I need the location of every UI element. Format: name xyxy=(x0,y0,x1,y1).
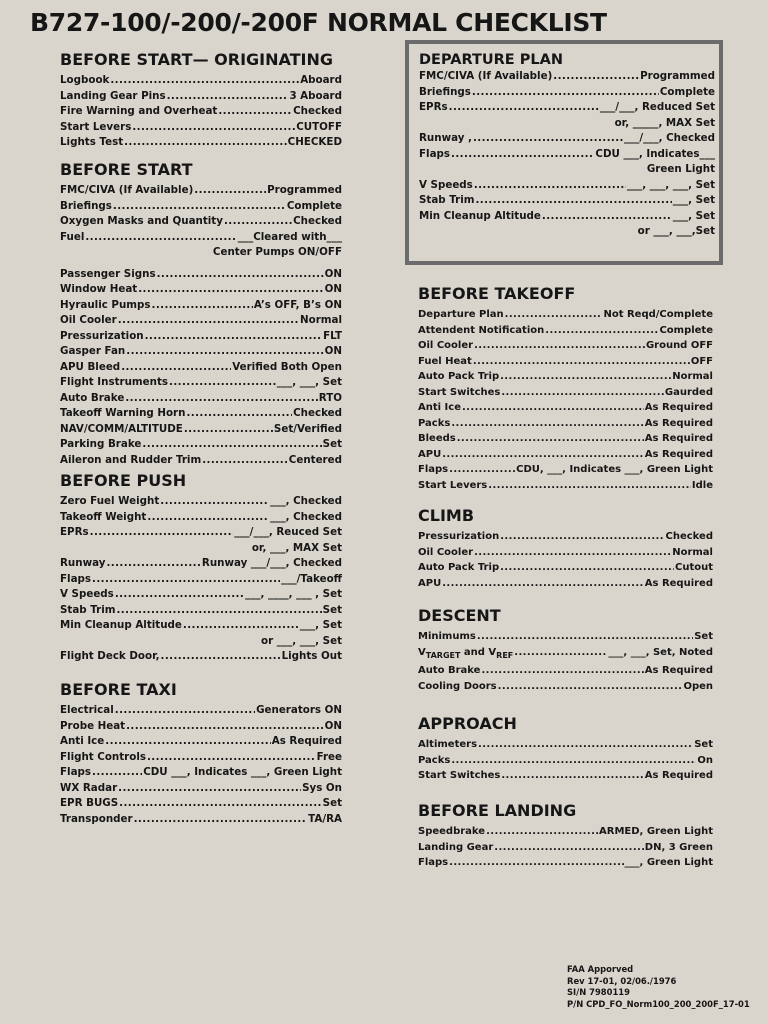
checklist-item: Auto Brake ..... RTO xyxy=(60,391,342,407)
checklist-item: Fire Warning and Overheat ..... Checked xyxy=(60,104,342,120)
checklist-item: Start Switches ..... As Required xyxy=(418,768,713,784)
checklist-item: Runway ..... Runway ___/___, Checked xyxy=(60,556,342,572)
checklist-item: $V_{TARGET}$ and $V_{REF}$ ..... ___, ___, Set, Noted xyxy=(418,645,713,664)
checklist-item: FMC/CIVA (If Available) ..... Programmed xyxy=(60,183,342,199)
checklist-item: Flight Deck Door, ..... Lights Out xyxy=(60,649,342,665)
checklist-item: Start Levers ..... Idle xyxy=(418,478,713,494)
checklist-item: Window Heat ..... ON xyxy=(60,282,342,298)
section-before-start xyxy=(60,160,342,468)
checklist-item: Flaps ..... CDU, ___, Indicates ___, Green Light xyxy=(418,462,713,478)
checklist-item: EPR BUGS ..... Set xyxy=(60,796,342,812)
section-before-takeoff xyxy=(418,284,713,493)
checklist-item: Flaps ..... ___, Green Light xyxy=(418,855,713,871)
checklist-item: Flaps ..... CDU ___, Indicates___ xyxy=(419,147,715,163)
checklist-item: Aileron and Rudder Trim ..... Centered xyxy=(60,453,342,469)
checklist-item: Packs ..... On xyxy=(418,753,713,769)
checklist-item-continuation: or, _____, MAX Set xyxy=(614,116,715,129)
page-title: B727-100/-200/-200F NORMAL CHECKLIST xyxy=(30,8,607,37)
checklist-item: Cooling Doors ..... Open xyxy=(418,679,713,695)
section-heading: BEFORE START— ORIGINATING xyxy=(60,50,334,69)
checklist-item: Auto Pack Trip ..... Normal xyxy=(418,369,713,385)
checklist-item: Gasper Fan ..... ON xyxy=(60,344,342,360)
checklist-item: Lights Test ..... CHECKED xyxy=(60,135,342,151)
checklist-item: Electrical ..... Generators ON xyxy=(60,703,342,719)
section-heading: CLIMB xyxy=(418,506,475,525)
checklist-item: EPRs ..... ___/___, Reduced Set xyxy=(419,100,715,116)
checklist-item: Flight Instruments ..... ___, ___, Set xyxy=(60,375,342,391)
checklist-item: Takeoff Weight ..... ___, Checked xyxy=(60,510,342,526)
checklist-item: APU ..... As Required xyxy=(418,447,713,463)
checklist-item: Fuel ..... ___Cleared with___ xyxy=(60,230,342,246)
checklist-item: Min Cleanup Altitude ..... ___, Set xyxy=(60,618,342,634)
section-before-taxi xyxy=(60,680,342,827)
checklist-item: Hyraulic Pumps ..... A’s OFF, B’s ON xyxy=(60,298,342,314)
serial-number-line: SI/N 7980119 xyxy=(567,987,630,997)
checklist-item: Min Cleanup Altitude ..... ___, Set xyxy=(419,209,715,225)
checklist-item: Start Switches ..... Gaurded xyxy=(418,385,713,401)
section-before-landing xyxy=(418,801,713,871)
departure-plan-box xyxy=(405,40,723,265)
checklist-item-continuation: or ___, ___, Set xyxy=(261,634,342,647)
section-heading: APPROACH xyxy=(418,714,517,733)
section-approach xyxy=(418,714,713,784)
checklist-item: Passenger Signs ..... ON xyxy=(60,267,342,283)
section-heading: BEFORE START xyxy=(60,160,193,179)
checklist-item: APU ..... As Required xyxy=(418,576,713,592)
checklist-item: Runway , ..... ___/___, Checked xyxy=(419,131,715,147)
checklist-item: Briefings ..... Complete xyxy=(60,199,342,215)
checklist-item: Oxygen Masks and Quantity ..... Checked xyxy=(60,214,342,230)
checklist-item-continuation: Green Light xyxy=(646,163,715,175)
section-descent xyxy=(418,606,713,694)
checklist-item: Stab Trim ..... Set xyxy=(60,603,342,619)
checklist-item: EPRs ..... ___/___, Reuced Set xyxy=(60,525,342,541)
checklist-item: FMC/CIVA (If Available) ..... Programmed xyxy=(419,69,715,85)
section-climb xyxy=(418,506,713,591)
checklist-item: Flaps ..... ___/Takeoff xyxy=(60,572,342,588)
checklist-item: Logbook ..... Aboard xyxy=(60,73,342,89)
checklist-item: Pressurization ..... FLT xyxy=(60,329,342,345)
section-heading: DEPARTURE PLAN xyxy=(419,52,563,68)
checklist-item: Altimeters ..... Set xyxy=(418,737,713,753)
checklist-item: Oil Cooler ..... Normal xyxy=(418,545,713,561)
section-heading: BEFORE TAKEOFF xyxy=(418,284,576,303)
checklist-item: Auto Pack Trip ..... Cutout xyxy=(418,560,713,576)
section-departure-plan xyxy=(419,52,715,240)
checklist-item: Flaps ..... CDU ___, Indicates ___, Green Light xyxy=(60,765,342,781)
checklist-item: Anti Ice ..... As Required xyxy=(418,400,713,416)
section-before-start-originating xyxy=(60,50,342,151)
revision-line: Rev 17-01, 02/06./1976 xyxy=(567,975,677,986)
checklist-item: Anti Ice ..... As Required xyxy=(60,734,342,750)
section-heading: BEFORE TAXI xyxy=(60,680,177,699)
checklist-item-continuation: Center Pumps ON/OFF xyxy=(212,246,342,258)
checklist-item: Zero Fuel Weight ..... ___, Checked xyxy=(60,494,342,510)
checklist-item: WX Radar ..... Sys On xyxy=(60,781,342,797)
document-footer xyxy=(567,964,750,1010)
checklist-item: Attendent Notification ..... Complete xyxy=(418,323,713,339)
checklist-item: APU Bleed ..... Verified Both Open xyxy=(60,360,342,376)
checklist-item: Probe Heat ..... ON xyxy=(60,719,342,735)
checklist-item: Parking Brake ..... Set xyxy=(60,437,342,453)
section-heading: DESCENT xyxy=(418,606,501,625)
approval-line: FAA Apporved xyxy=(567,964,634,974)
checklist-item: Landing Gear ..... DN, 3 Green xyxy=(418,840,713,856)
checklist-item: Packs ..... As Required xyxy=(418,416,713,432)
checklist-item: Fuel Heat ..... OFF xyxy=(418,354,713,370)
checklist-item-continuation: or, ___, MAX Set xyxy=(251,541,342,554)
checklist-item: Auto Brake ..... As Required xyxy=(418,663,713,679)
checklist-item: Pressurization ..... Checked xyxy=(418,529,713,545)
checklist-item: Minimums ..... Set xyxy=(418,629,713,645)
checklist-item: Oil Cooler ..... Ground OFF xyxy=(418,338,713,354)
checklist-item: Flight Controls ..... Free xyxy=(60,750,342,766)
checklist-item: Bleeds ..... As Required xyxy=(418,431,713,447)
checklist-item-continuation: or ___, ___,Set xyxy=(637,225,715,237)
checklist-item: NAV/COMM/ALTITUDE ..... Set/Verified xyxy=(60,422,342,438)
checklist-item: V Speeds ..... ___, ___, ___, Set xyxy=(419,178,715,194)
checklist-item: Stab Trim ..... ___, Set xyxy=(419,193,715,209)
checklist-item: Transponder ..... TA/RA xyxy=(60,812,342,828)
checklist-item: Start Levers ..... CUTOFF xyxy=(60,120,342,136)
part-number-line: P/N CPD_FO_Norm100_200_200F_17-01 xyxy=(567,998,750,1009)
checklist-item: Landing Gear Pins ..... 3 Aboard xyxy=(60,89,342,105)
checklist-item: Takeoff Warning Horn ..... Checked xyxy=(60,406,342,422)
checklist-item: Speedbrake ..... ARMED, Green Light xyxy=(418,824,713,840)
checklist-item: V Speeds ..... ___, ____, ___ , Set xyxy=(60,587,342,603)
section-heading: BEFORE PUSH xyxy=(60,471,187,490)
checklist-item: Briefings ..... Complete xyxy=(419,85,715,101)
checklist-item: Oil Cooler ..... Normal xyxy=(60,313,342,329)
section-heading: BEFORE LANDING xyxy=(418,801,577,820)
section-before-push xyxy=(60,471,342,665)
checklist-item: Departure Plan ..... Not Reqd/Complete xyxy=(418,307,713,323)
